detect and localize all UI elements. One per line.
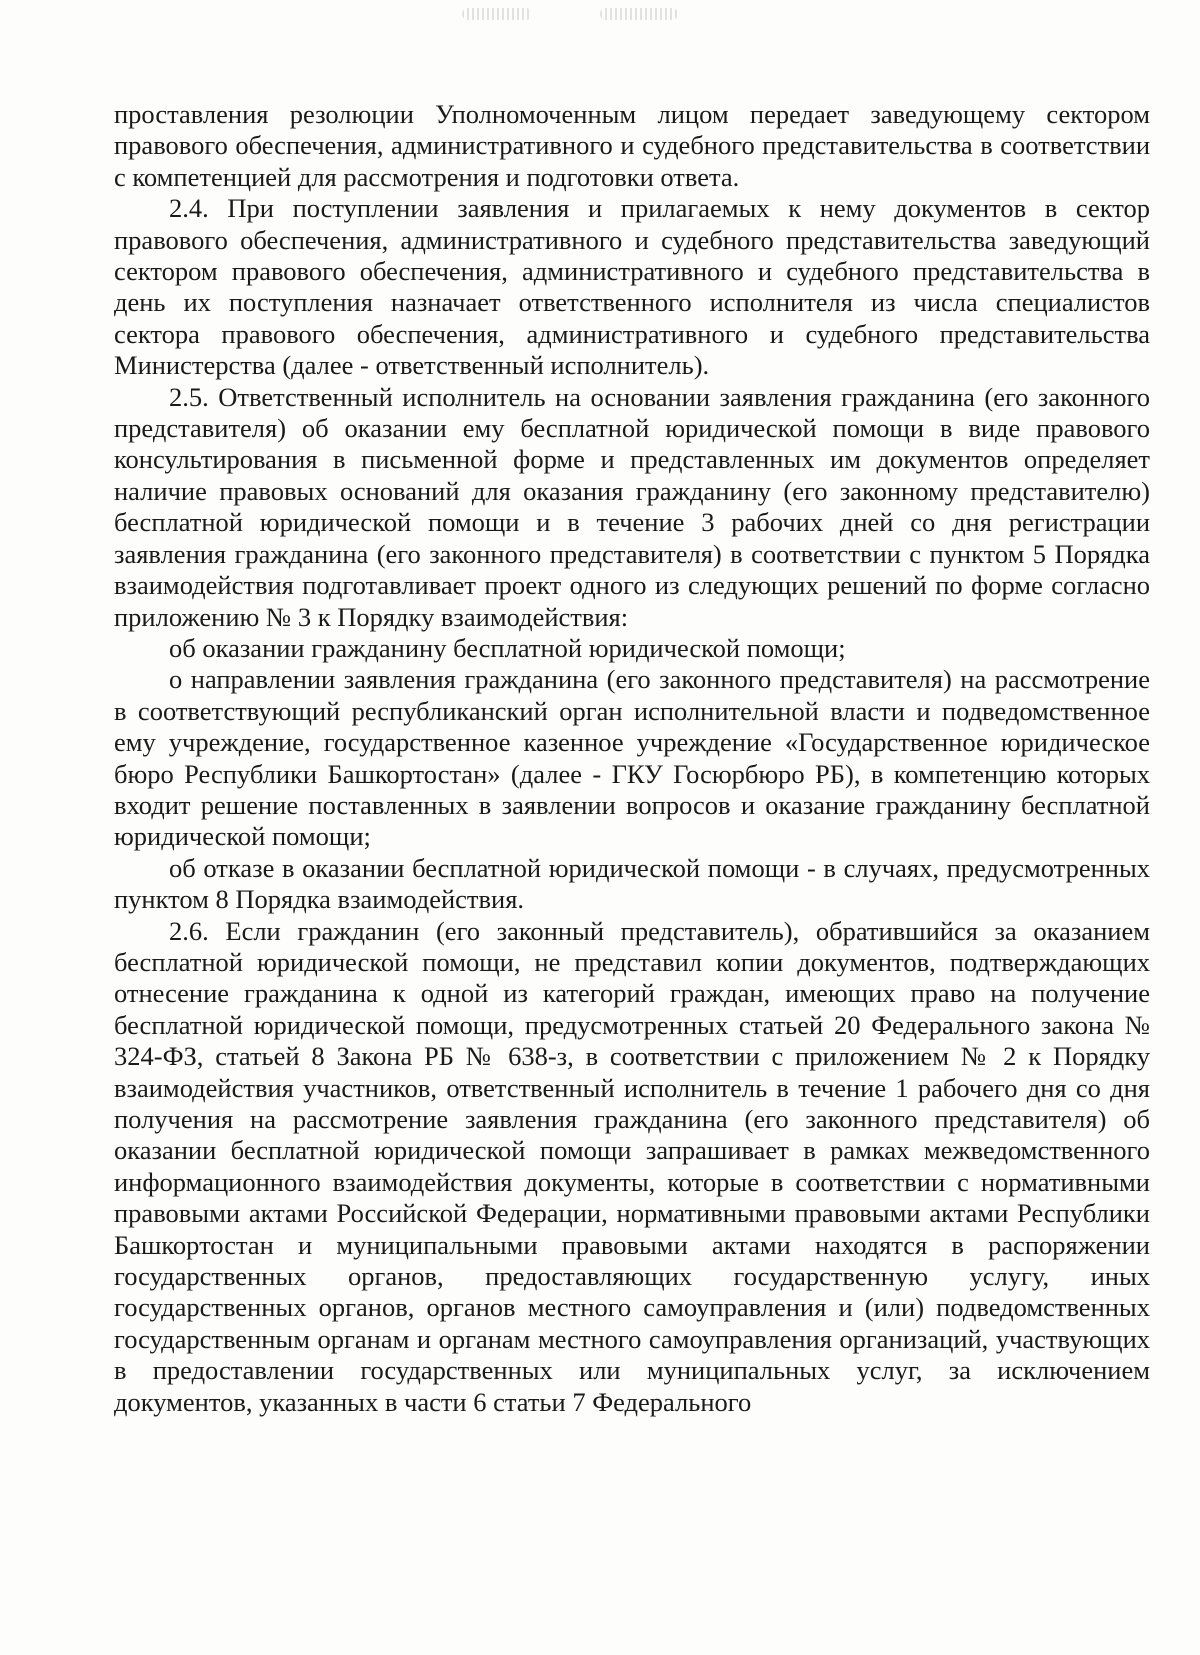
scan-artifact-left [462, 8, 532, 20]
decision-option-refuse: об отказе в оказании бесплатной юридической помощи - в случаях, предусмотренных пунктом 8 Порядка взаимодействия. [114, 852, 1150, 915]
paragraph-2-4: 2.4. При поступлении заявления и прилагаемых к нему документов в сектор правового обеспечения, административного и судебного представительства заведующий сектором правового обеспечения, административного и судебного представительства в день их поступления назначает ответственного исполнителя из числа специалистов сектора правового обеспечения, административного и судебного представительства Министерства (далее - ответственный исполнитель). [114, 193, 1150, 381]
paragraph-2-5: 2.5. Ответственный исполнитель на основании заявления гражданина (его законного представителя) об оказании ему бесплатной юридической помощи в виде правового консультирования в письменной форме и представленных им документов определяет наличие правовых оснований для оказания гражданину (его законному представителю) бесплатной юридической помощи и в течение 3 рабочих дней со дня регистрации заявления гражданина (его законного представителя) в соответствии с пунктом 5 Порядка взаимодействия подготавливает проект одного из следующих решений по форме согласно приложению № 3 к Порядку взаимодействия: [114, 381, 1150, 632]
document-body [114, 99, 1150, 1418]
scan-artifact-right [600, 8, 678, 20]
paragraph-2-6: 2.6. Если гражданин (его законный представитель), обратившийся за оказанием бесплатной юридической помощи, не представил копии документов, подтверждающих отнесение гражданина к одной из категорий граждан, имеющих право на получение бесплатной юридической помощи, предусмотренных статьей 20 Федерального закона № 324-ФЗ, статьей 8 Закона РБ № 638-з, в соответствии с приложением № 2 к Порядку взаимодействия участников, ответственный исполнитель в течение 1 рабочего дня со дня получения на рассмотрение заявления гражданина (его законного представителя) об оказании бесплатной юридической помощи запрашивает в рамках межведомственного информационного взаимодействия документы, которые в соответствии с нормативными правовыми актами Российской Федерации, нормативными правовыми актами Республики Башкортостан и муниципальными правовыми актами находятся в распоряжении государственных органов, предоставляющих государственную услугу, иных государственных органов, органов местного самоуправления и (или) подведомственных государственным органам и органам местного самоуправления организаций, участвующих в предоставлении государственных или муниципальных услуг, за исключением документов, указанных в части 6 статьи 7 Федерального [114, 915, 1150, 1417]
decision-option-redirect: о направлении заявления гражданина (его законного представителя) на рассмотрение в соответствующий республиканский орган исполнительной власти и подведомственное ему учреждение, государственное казенное учреждение «Государственное юридическое бюро Республики Башкортостан» (далее - ГКУ Госюрбюро РБ), в компетенцию которых входит решение поставленных в заявлении вопросов и оказание гражданину бесплатной юридической помощи; [114, 664, 1150, 852]
paragraph-continuation: проставления резолюции Уполномоченным лицом передает заведующему сектором правового обеспечения, административного и судебного представительства в соответствии с компетенцией для рассмотрения и подготовки ответа. [114, 99, 1150, 192]
decision-option-grant: об оказании гражданину бесплатной юридической помощи; [169, 632, 846, 663]
